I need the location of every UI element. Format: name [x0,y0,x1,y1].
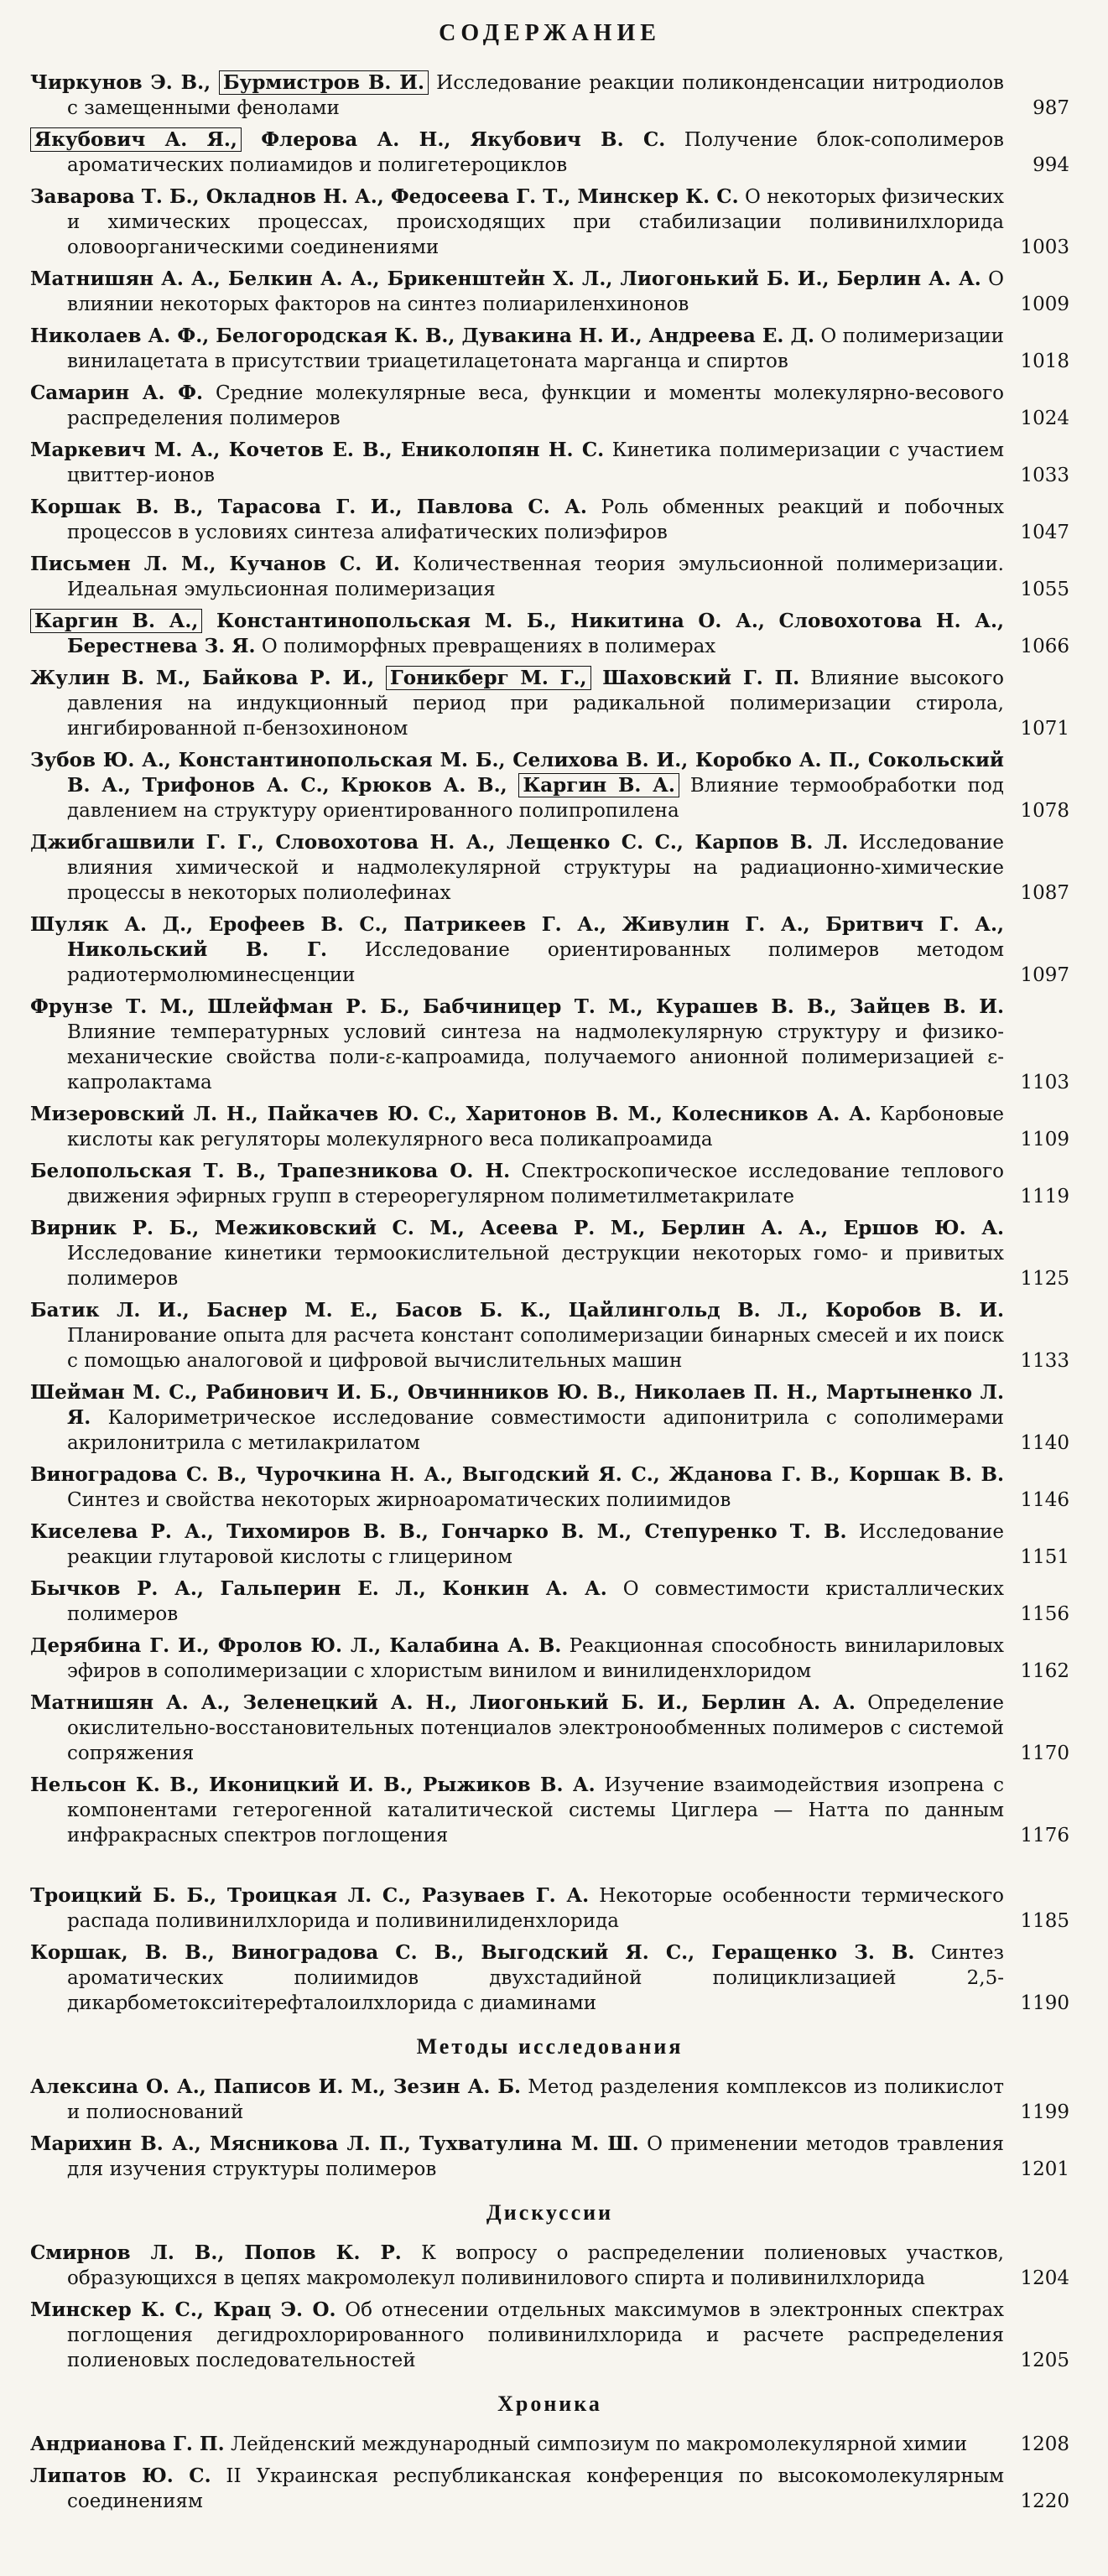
entry-page-number: 1047 [1020,522,1069,543]
toc-entry[interactable] [30,609,1069,659]
entry-authors: Чиркунов Э. В., [30,71,219,94]
entry-title: Карбоновые кислоты как регуляторы молекулярного веса поликапроамида [67,1104,1004,1150]
toc-entry[interactable] [30,2241,1069,2291]
entry-title: Синтез ароматических полиимидов двухстадийной полициклизацией 2,5-дикарбометоксиiтерефталоилхлорида с диаминами [67,1942,1004,2014]
toc-entry[interactable] [30,495,1069,545]
entry-text [30,1690,1019,1766]
entry-page-number: 1176 [1020,1825,1069,1846]
entry-title: Исследование кинетики термоокислительной деструкции некоторых гомо- и привитых полимеров [67,1243,1004,1290]
entry-text [30,70,1019,121]
entry-page-number: 1055 [1020,579,1069,600]
entry-authors: Флерова А. Н., Якубович В. С. [241,128,666,151]
entry-text [30,609,1019,659]
toc-body [30,70,1069,2514]
section-heading: Дискуссии [486,2200,614,2225]
entry-title: О некоторых физических и химических процессах, происходящих при стабилизации поливинилхлорида оловоорганическими соединениями [67,186,1004,258]
toc-entry[interactable] [30,1940,1069,2016]
entry-author-memorial: Бурмистров В. И. [219,70,429,95]
entry-authors: Марихин В. А., Мясникова Л. П., Тухватулина М. Ш. [30,2132,639,2155]
toc-entry[interactable] [30,1883,1069,1934]
entry-title: Исследование реакции поликонденсации нитродиолов с замещенными фенолами [67,72,1004,119]
entry-page-number: 1190 [1020,1992,1069,2014]
entry-title: Некоторые особенности термического распада поливинилхлорида и поливинилиденхлорида [67,1885,1005,1932]
entry-title: Синтез и свойства некоторых жирноароматических полиимидов [67,1489,731,1511]
entry-text [30,1462,1019,1513]
entry-title: Метод разделения комплексов из поликислот и полиоснований [67,2076,1004,2123]
entry-page-number: 1078 [1020,800,1069,822]
toc-entry[interactable] [30,1102,1069,1152]
toc-entry[interactable] [30,1159,1069,1209]
entry-title: Изучение взаимодействия изопрена с компонентами гетерогенной каталитической системы Циглера — Натта по данным инфракрасных спектров поглощения [67,1774,1004,1846]
entry-page-number: 1208 [1020,2433,1069,2455]
entry-text [30,1159,1019,1209]
entry-title: Спектроскопическое исследование теплового движения эфирных групп в стереорегулярном полиметилметакрилате [67,1161,1004,1208]
entry-author-memorial: Каргин В. А. [518,773,679,797]
entry-authors: Шейман М. С., Рабинович И. Б., Овчинников Ю. В., Николаев П. Н., Мартыненко Л. Я. [30,1381,1004,1429]
entry-page-number: 1151 [1020,1546,1069,1568]
entry-author-memorial: Якубович А. Я., [30,127,242,152]
entry-authors: Заварова Т. Б., Окладнов Н. А., Федосеева Г. Т., Минскер К. С. [30,185,739,208]
entry-text [30,666,1019,741]
entry-authors: Мизеровский Л. Н., Пайкачев Ю. С., Харитонов В. М., Колесников А. А. [30,1103,871,1125]
entry-authors: Виноградова С. В., Чурочкина Н. А., Выгодский Я. С., Жданова Г. В., Коршак В. В. [30,1463,1004,1486]
entry-text [30,995,1019,1095]
entry-title: II Украинская республиканская конференция по высокомолекулярным соединениям [67,2465,1004,2512]
toc-entry[interactable] [30,381,1069,431]
toc-entry[interactable] [30,324,1069,374]
entry-text [30,1576,1019,1627]
toc-entry[interactable] [30,1633,1069,1684]
entry-authors: Алексина О. А., Паписов И. М., Зезин А. Б. [30,2075,521,2098]
entry-authors: Маркевич М. А., Кочетов Е. В., Ениколопян Н. С. [30,439,605,461]
entry-title: О полимеризации винилацетата в присутствии триацетилацетоната марганца и спиртов [67,325,1004,372]
toc-entry[interactable] [30,1216,1069,1291]
entry-authors: Минскер К. С., Крац Э. О. [30,2298,336,2321]
entry-text [30,2132,1019,2182]
entry-text [30,127,1019,178]
toc-entry[interactable] [30,2298,1069,2373]
entry-title: К вопросу о распределении полиеновых участков, образующихся в цепях макромолекул поливинилового спирта и поливинилхлорида [67,2242,1004,2289]
entry-text [30,267,1019,317]
entry-page-number: 1201 [1020,2158,1069,2180]
toc-entry[interactable] [30,184,1069,260]
entry-author-memorial: Каргин В. А., [30,609,202,633]
entry-title: О совместимости кристаллических полимеров [67,1578,1005,1625]
toc-entry[interactable] [30,2432,1069,2457]
entry-authors: Киселева Р. А., Тихомиров В. В., Гончарко В. М., Степуренко Т. В. [30,1520,847,1543]
entry-page-number: 1018 [1020,351,1069,372]
entry-page-number: 1133 [1020,1350,1069,1372]
entry-page-number: 1185 [1020,1910,1069,1932]
toc-entry[interactable] [30,1462,1069,1513]
toc-entry[interactable] [30,1519,1069,1570]
entry-authors: Липатов Ю. С. [30,2464,211,2487]
entry-page-number: 1097 [1020,964,1069,986]
entry-text [30,1883,1019,1934]
toc-entry[interactable] [30,912,1069,988]
entry-text [30,2075,1019,2125]
section-heading: Методы исследования [416,2034,684,2059]
entry-text [30,2432,1019,2457]
entry-author-memorial: Гоникберг М. Г., [386,666,591,690]
entry-page-number: 1024 [1020,408,1069,429]
entry-title: Роль обменных реакций и побочных процессов в условиях синтеза алифатических полиэфиров [67,496,1005,543]
entry-authors: Самарин А. Ф. [30,382,204,404]
entry-authors: Джибгашвили Г. Г., Словохотова Н. А., Лещенко С. С., Карпов В. Л. [30,831,849,854]
entry-text [30,912,1019,988]
entry-text [30,830,1019,906]
entry-authors: Николаев А. Ф., Белогородская К. В., Дувакина Н. И., Андреева Е. Д. [30,325,814,347]
entry-authors: Жулин В. М., Байкова Р. И., [30,667,386,689]
toc-entry[interactable] [30,830,1069,906]
entry-page-number: 1125 [1020,1268,1069,1290]
toc-entry[interactable] [30,2464,1069,2514]
toc-title: СОДЕРЖАНИЕ [439,20,661,46]
toc-entry[interactable] [30,267,1069,317]
entry-page-number: 1205 [1020,2350,1069,2371]
entry-title: Исследование ориентированных полимеров методом радиотермолюминесценции [67,939,1004,986]
entry-title: О применении методов травления для изучения структуры полимеров [67,2133,1004,2180]
entry-text [30,1633,1019,1684]
entry-page-number: 1071 [1020,718,1069,740]
entry-page-number: 1009 [1020,293,1069,315]
entry-authors: Дерябина Г. И., Фролов Ю. Л., Калабина А. В. [30,1634,562,1657]
entry-title: Исследование влияния химической и надмолекулярной структуры на радиационно-химические процессы в некоторых полиолефинах [67,832,1005,904]
entry-page-number: 1146 [1020,1489,1069,1511]
entry-page-number: 1119 [1020,1186,1069,1208]
entry-page-number: 1033 [1020,465,1069,486]
entry-page-number: 987 [1033,97,1069,119]
entry-authors: Белопольская Т. В., Трапезникова О. Н. [30,1160,511,1182]
entry-title: Количественная теория эмульсионной полимеризации. Идеальная эмульсионная полимеризация [67,553,1004,600]
entry-title: Кинетика полимеризации с участием цвиттер-ионов [67,439,1004,486]
toc-entry[interactable] [30,748,1069,823]
entry-title: Влияние температурных условий синтеза на надмолекулярную структуру и физико-механические свойства поли-ε-капроамида, получаемого анионной полимеризацией ε-капролактама [67,1021,1004,1093]
entry-page-number: 1199 [1020,2101,1069,2123]
entry-title: Определение окислительно-восстановительных потенциалов электронообменных полимеров с системой сопряжения [67,1692,1004,1764]
entry-text [30,2241,1019,2291]
toc-entry[interactable] [30,2132,1069,2182]
entry-text [30,438,1019,488]
entry-text [30,1298,1019,1374]
entry-title: Реакционная способность виниларилoвых эфиров в сополимеризации с хлористым винилом и винилиденхлоридом [67,1635,1004,1682]
entry-title: Исследование реакции глутаровой кислоты с глицерином [67,1521,1004,1568]
entry-text [30,552,1019,602]
entry-page-number: 1220 [1020,2490,1069,2512]
entry-title: Калориметрическое исследование совместимости адипонитрила с сополимерами акрилонитрила с метилакрилатом [67,1407,1004,1454]
entry-authors: Вирник Р. Б., Межиковский С. М., Асеева Р. М., Берлин А. А., Ершов Ю. А. [30,1217,1004,1239]
entry-text [30,381,1019,431]
entry-authors: Троицкий Б. Б., Троицкая Л. С., Разуваев Г. А. [30,1884,590,1907]
entry-authors: Нельсон К. В., Иконицкий И. В., Рыжиков В. А. [30,1774,596,1796]
toc-entry[interactable] [30,1576,1069,1627]
toc-entry[interactable] [30,127,1069,178]
entry-text [30,748,1019,823]
entry-text [30,1773,1019,1848]
toc-entry[interactable] [30,1380,1069,1456]
entry-page-number: 1170 [1020,1742,1069,1764]
entry-page-number: 1162 [1020,1660,1069,1682]
entry-title: О влиянии некоторых факторов на синтез полиариленхинонов [67,268,1004,315]
toc-entry[interactable] [30,1690,1069,1766]
entry-text [30,495,1019,545]
section-heading: Хроника [497,2392,602,2416]
entry-authors: Смирнов Л. В., Попов К. Р. [30,2241,402,2264]
entry-authors: Зубов Ю. А., Константинопольская М. Б., Селихова В. И., Коробко А. П., Сокольский В. А., Трифонов А. С., Крюков А. В., [30,749,1004,797]
entry-text [30,1519,1019,1570]
toc-entry[interactable] [30,666,1069,741]
entry-page-number: 1156 [1020,1603,1069,1625]
entry-title: О полиморфных превращениях в полимерах [255,636,716,657]
entry-title: Получение блок-сополимеров ароматических полиамидов и полигетероциклов [67,129,1004,176]
toc-entry[interactable] [30,2075,1069,2125]
entry-title: Влияние высокого давления на индукционный период при радикальной полимеризации стирола, ингибированной п-бензохиноном [67,667,1004,740]
entry-text [30,184,1019,260]
entry-authors: Матнишян А. А., Зеленецкий А. Н., Лиогонький Б. И., Берлин А. А. [30,1691,856,1714]
entry-text [30,324,1019,374]
section-gap [30,1855,1069,1883]
entry-authors: Шуляк А. Д., Ерофеев В. С., Патрикеев Г. А., Живулин Г. А., Бритвич Г. А., Никольский В. Г. [30,913,1004,961]
toc-entry[interactable] [30,70,1069,121]
toc-entry[interactable] [30,995,1069,1095]
entry-page-number: 1066 [1020,636,1069,657]
entry-text [30,1216,1019,1291]
entry-title: Об отнесении отдельных максимумов в электронных спектрах поглощения дегидрохлорированного поливинилхлорида и расчете распределения полиеновых последовательностей [67,2299,1004,2371]
entry-authors: Коршак В. В., Тарасова Г. И., Павлова С. А. [30,496,587,518]
entry-authors: Фрунзе Т. М., Шлейфман Р. Б., Бабчиницер Т. М., Курашев В. В., Зайцев В. И. [30,995,1004,1018]
toc-entry[interactable] [30,1773,1069,1848]
entry-text [30,1102,1019,1152]
entry-text [30,1940,1019,2016]
entry-title: Планирование опыта для расчета констант сополимеризации бинарных смесей и их поиск с помощью аналоговой и цифровой вычислительных машин [67,1325,1004,1372]
entry-title: Средние молекулярные веса, функции и моменты молекулярно-весового распределения полимеров [67,382,1004,429]
entry-authors: Матнишян А. А., Белкин А. А., Брикенштейн Х. Л., Лиогонький Б. И., Берлин А. А. [30,267,981,290]
entry-authors: Бычков Р. А., Гальперин Е. Л., Конкин А. А. [30,1577,607,1600]
entry-page-number: 1140 [1020,1432,1069,1454]
entry-title: Влияние термообработки под давлением на структуру ориентированного полипропилена [67,775,1004,822]
toc-entry[interactable] [30,552,1069,602]
toc-entry[interactable] [30,438,1069,488]
entry-text [30,2464,1019,2514]
entry-page-number: 1103 [1020,1072,1069,1093]
entry-authors: Батик Л. И., Баснер М. Е., Басов Б. К., Цайлингольд В. Л., Коробов В. И. [30,1299,1004,1322]
toc-entry[interactable] [30,1298,1069,1374]
entry-authors: Константинопольская М. Б., Никитина О. А., Словохотова Н. А., Берестнева З. Я. [67,610,1004,657]
entry-authors: Коршак, В. В., Виноградова С. В., Выгодский Я. С., Геращенко З. В. [30,1941,915,1964]
entry-text [30,2298,1019,2373]
entry-authors: Письмен Л. М., Кучанов С. И. [30,553,400,575]
entry-title: Лейденский международный симпозиум по макромолекулярной химии [224,2433,968,2455]
entry-page-number: 1109 [1020,1129,1069,1150]
entry-authors: Андрианова Г. П. [30,2433,225,2455]
entry-text [30,1380,1019,1456]
entry-page-number: 994 [1033,154,1069,176]
entry-authors: Шаховский Г. П. [590,667,800,689]
entry-page-number: 1204 [1020,2267,1069,2289]
entry-page-number: 1087 [1020,882,1069,904]
entry-page-number: 1003 [1020,236,1069,258]
